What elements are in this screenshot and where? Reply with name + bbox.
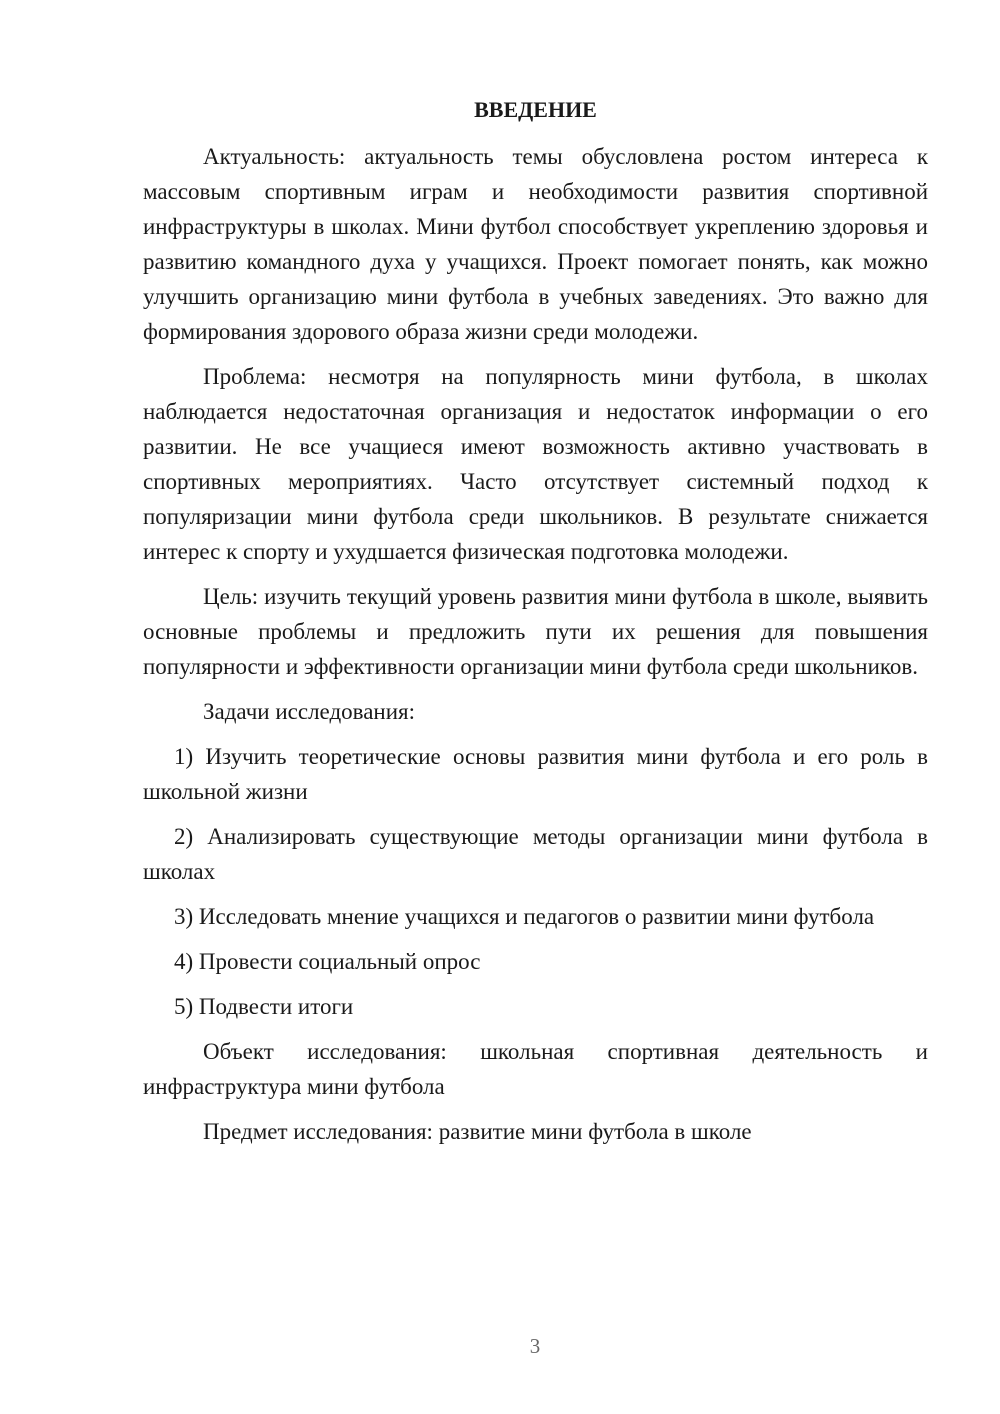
goal-paragraph: Цель: изучить текущий уровень развития мини футбола в школе, выявить основные проблемы и предложить пути их решения для повышения популярности и эффективности организации мини футбола среди школьников. — [143, 584, 928, 679]
problem-paragraph: Проблема: несмотря на популярность мини футбола, в школах наблюдается недостаточная организация и недостаток информации о его развитии. Не все учащиеся имеют возможность активно участвовать в спортивных мероприятиях. Часто отсутствует системный подход к популяризации мини футбола среди школьников. В результате снижается интерес к спорту и ухудшается физическая подготовка молодежи. — [143, 364, 928, 564]
task-item-1: 1) Изучить теоретические основы развития мини футбола и его роль в школьной жизни — [143, 744, 928, 804]
subject-paragraph: Предмет исследования: развитие мини футбола в школе — [203, 1119, 752, 1144]
task-item-2: 2) Анализировать существующие методы организации мини футбола в школах — [143, 824, 928, 884]
task-item-5: 5) Подвести итоги — [174, 994, 354, 1019]
task-item-3: 3) Исследовать мнение учащихся и педагогов о развитии мини футбола — [174, 904, 875, 929]
task-item-4: 4) Провести социальный опрос — [174, 949, 481, 974]
page-number: 3 — [529, 1334, 541, 1358]
object-paragraph: Объект исследования: школьная спортивная деятельность и инфраструктура мини футбола — [143, 1039, 928, 1099]
section-heading: ВВЕДЕНИЕ — [474, 97, 597, 122]
relevance-paragraph: Актуальность: актуальность темы обусловлена ростом интереса к массовым спортивным играм и необходимости развития спортивной инфраструктуры в школах. Мини футбол способствует укреплению здоровья и развитию командного духа у учащихся. Проект помогает понять, как можно улучшить организацию мини футбола в учебных заведениях. Это важно для формирования здорового образа жизни среди молодежи. — [143, 144, 928, 344]
page-content — [143, 95, 928, 1159]
tasks-intro: Задачи исследования: — [203, 699, 416, 724]
